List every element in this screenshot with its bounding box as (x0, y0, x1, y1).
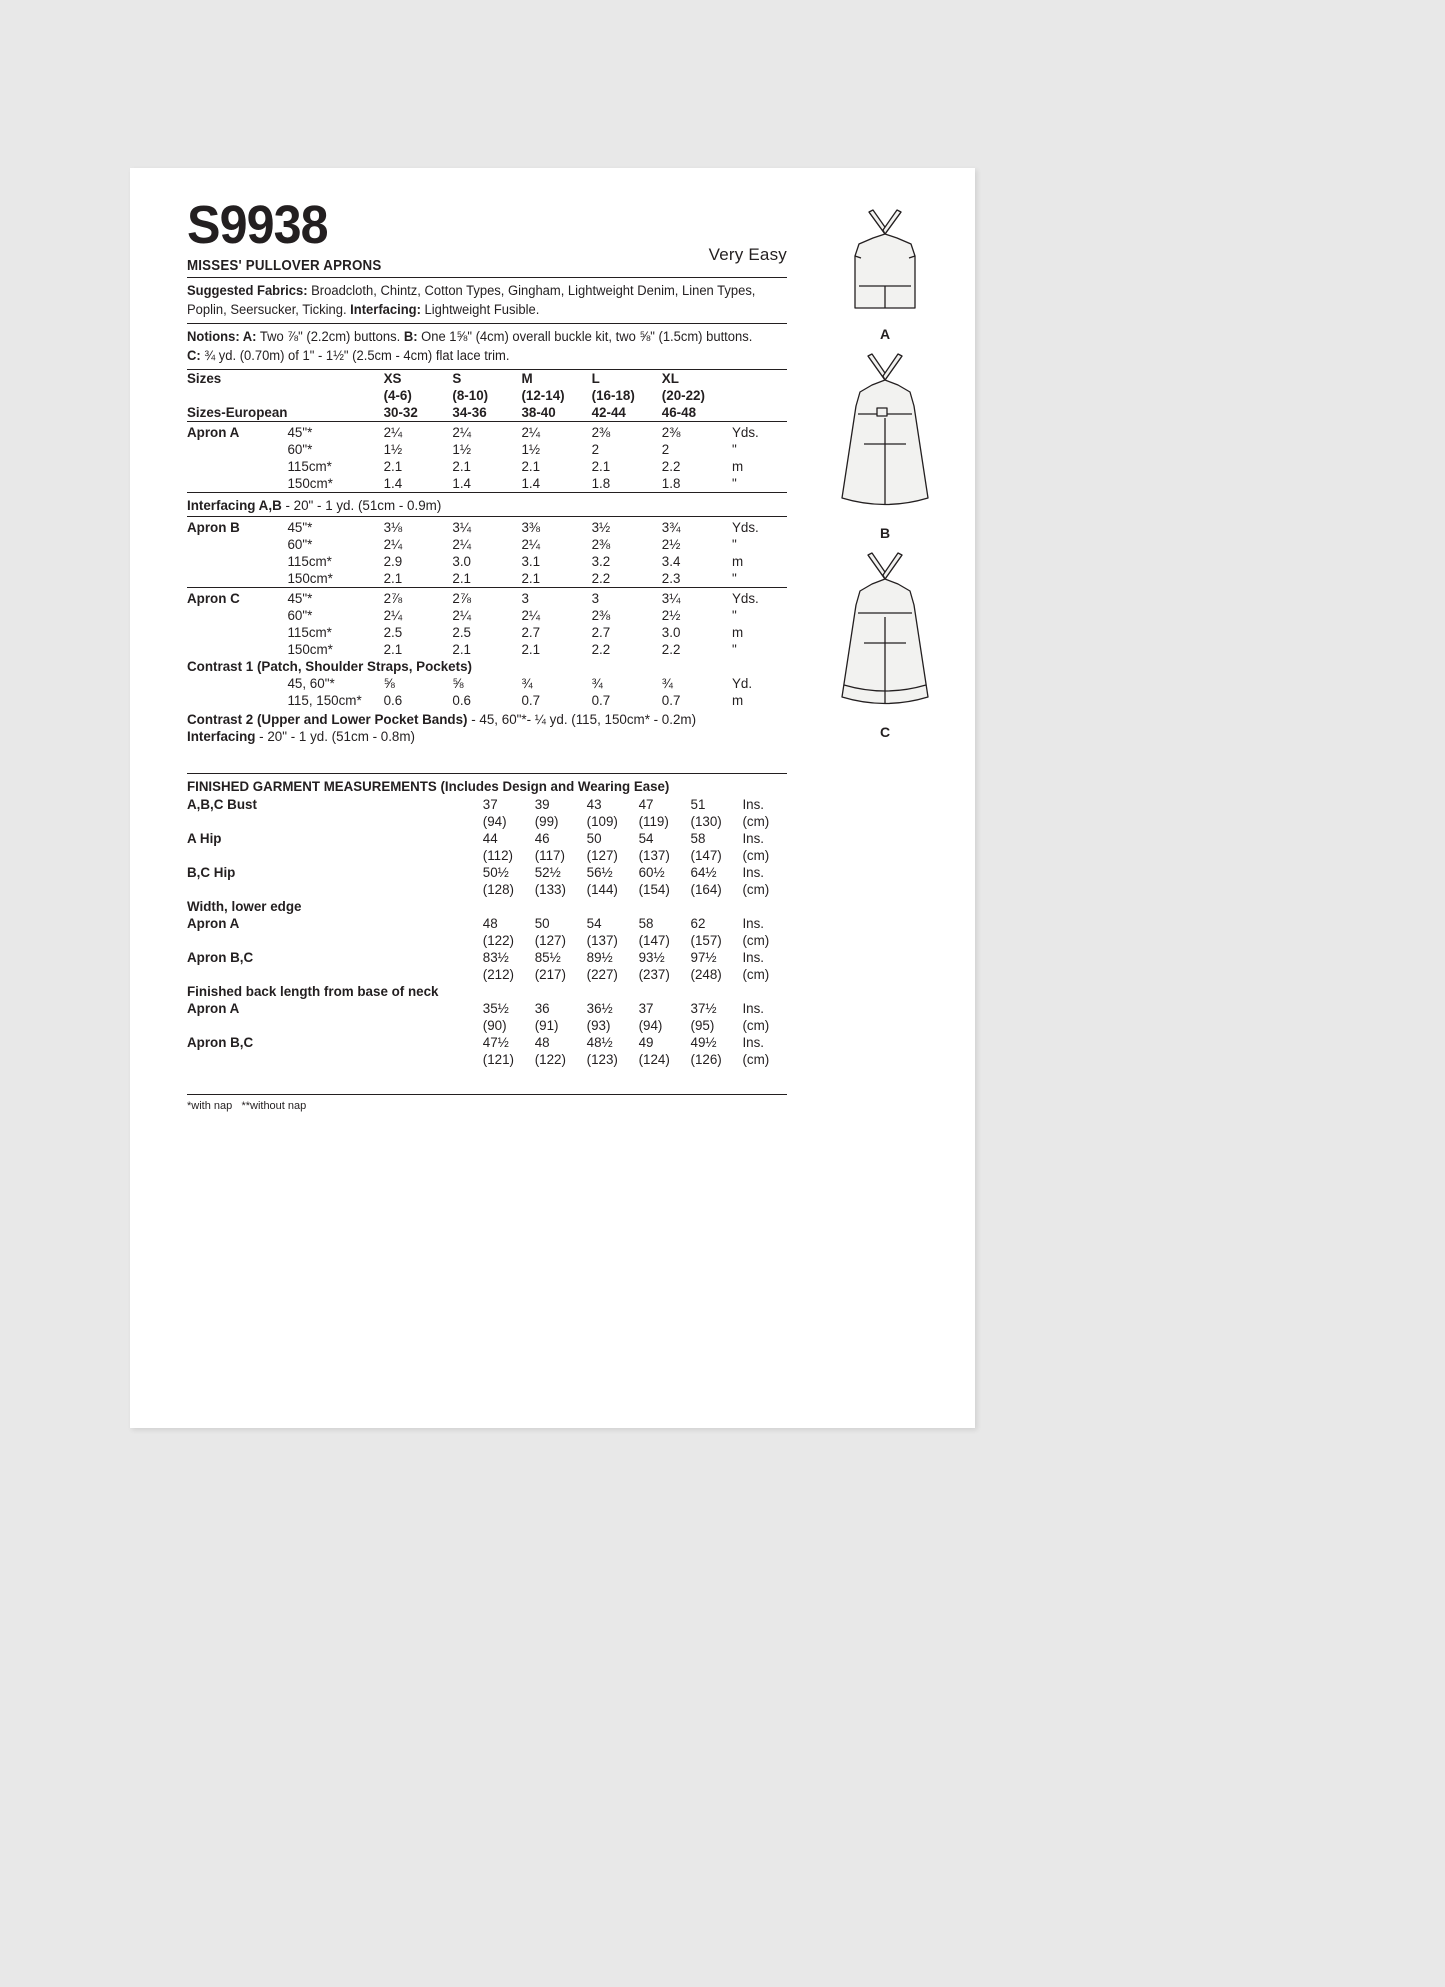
cell-value: 62 (690, 916, 706, 932)
unit-cell: Ins. (742, 865, 765, 881)
cell-value: (93) (586, 1018, 611, 1034)
footnote-with-nap: *with nap (187, 1100, 233, 1113)
illustration-apron-a (810, 204, 960, 342)
cell-value: 93½ (638, 950, 665, 966)
cell-value: 60½ (638, 865, 665, 881)
table-row (187, 1000, 787, 1017)
cell-value: 47½ (482, 1035, 509, 1051)
table-row-size-numbers (187, 387, 787, 404)
cell-value: (94) (638, 1018, 663, 1034)
cell-value: 2⅞ (383, 591, 403, 607)
sizes-row-label: Sizes (187, 371, 222, 387)
yardage-table (187, 370, 787, 747)
cell-value: 54 (638, 831, 654, 847)
cell-value: (119) (638, 814, 669, 830)
unit-cell: (cm) (742, 848, 770, 864)
cell-value: 3⅜ (521, 520, 541, 536)
illustration-apron-c (810, 547, 960, 740)
size-eu-m: 38-40 (521, 405, 556, 421)
cell-value: 2.1 (452, 459, 472, 475)
table-row (187, 519, 787, 536)
cell-value: (109) (586, 814, 618, 830)
suggested-fabrics-paragraph (187, 278, 769, 323)
fabric-width: 115cm* (287, 459, 332, 475)
cell-value: 49 (638, 1035, 654, 1051)
cell-value: 83½ (482, 950, 509, 966)
apron-b-icon (820, 348, 950, 523)
unit-cell: (cm) (742, 814, 770, 830)
cell-value: 2.3 (661, 571, 681, 587)
size-num-s: (8-10) (452, 388, 489, 404)
cell-value: 3⅛ (383, 520, 403, 536)
footnote (187, 1095, 787, 1112)
cell-value: 37½ (690, 1001, 717, 1017)
fabric-width: 115cm* (287, 625, 332, 641)
cell-value: (117) (534, 848, 565, 864)
main-content-column (187, 195, 787, 1113)
notions-b-label: B: (403, 329, 418, 345)
cell-value: 2.2 (591, 642, 611, 658)
cell-value: 2¼ (383, 425, 403, 441)
cell-value: (90) (482, 1018, 507, 1034)
table-row (187, 915, 787, 932)
fabric-width: 150cm* (287, 571, 333, 587)
table-row (187, 864, 787, 881)
section-gap (187, 747, 787, 773)
cell-value: 2½ (661, 537, 681, 553)
cell-value: 2¼ (521, 608, 541, 624)
table-row (187, 1034, 787, 1051)
cell-value: 56½ (586, 865, 613, 881)
finished-measurements-title: FINISHED GARMENT MEASUREMENTS (Includes Design and Wearing Ease) (187, 778, 670, 795)
cell-value: 2¼ (521, 537, 541, 553)
cell-value: 58 (690, 831, 706, 847)
measure-label: A Hip (187, 831, 222, 847)
cell-value: (128) (482, 882, 515, 898)
table-row (187, 847, 787, 864)
cell-value: (227) (586, 967, 618, 983)
apron-a-icon (825, 204, 945, 324)
table-row (187, 570, 787, 588)
unit-cell: Ins. (742, 950, 765, 966)
cell-value: (237) (638, 967, 670, 983)
table-row (187, 675, 787, 692)
pattern-envelope-page (130, 168, 975, 1428)
cell-value: 2¼ (452, 537, 472, 553)
illustration-label-c: C (879, 724, 891, 740)
cell-value: 3 (521, 591, 529, 607)
cell-value: 2.1 (521, 571, 541, 587)
cell-value: (127) (534, 933, 566, 949)
cell-value: 2¼ (452, 425, 472, 441)
cell-value: 2⅜ (591, 608, 611, 624)
cell-value: 3½ (591, 520, 611, 536)
cell-value: 39 (534, 797, 550, 813)
table-row-interfacing-ab (187, 495, 787, 517)
cell-value: (157) (690, 933, 722, 949)
table-row (187, 458, 787, 475)
table-row-interfacing (187, 728, 787, 747)
finished-measurements-table (187, 796, 787, 1068)
cell-value: (95) (690, 1018, 715, 1034)
cell-value: 2.1 (383, 459, 403, 475)
cell-value: 2.1 (452, 571, 472, 587)
cell-value: 2¼ (383, 537, 403, 553)
cell-value: 2½ (661, 608, 681, 624)
fabric-width: 150cm* (287, 642, 333, 658)
cell-value: 52½ (534, 865, 561, 881)
cell-value: 0.6 (383, 693, 403, 709)
unit-cell: Yds. (731, 520, 759, 536)
unit-cell: Ins. (742, 797, 765, 813)
unit-cell: " (731, 608, 737, 624)
measure-label: Apron B,C (187, 950, 254, 966)
unit-cell: Yds. (731, 425, 759, 441)
table-row (187, 966, 787, 983)
cell-value: 36½ (586, 1001, 613, 1017)
unit-cell: m (731, 625, 744, 641)
notions-b-text: One 1⅝" (4cm) overall buckle kit, two ⅝" (1.5cm) buttons. (417, 329, 753, 345)
size-code-xl: XL (661, 371, 679, 387)
table-row (187, 441, 787, 458)
difficulty-badge: Very Easy (708, 245, 787, 264)
suggested-fabrics-label: Suggested Fabrics: (187, 283, 308, 298)
cell-value: 2.5 (383, 625, 403, 641)
cell-value: 2⅞ (452, 591, 472, 607)
table-row (187, 424, 787, 441)
interfacing-c-label: Interfacing (187, 729, 256, 745)
cell-value: 1.8 (591, 476, 611, 492)
cell-value: 2⅜ (661, 425, 681, 441)
cell-value: (212) (482, 967, 515, 983)
table-row (187, 830, 787, 847)
cell-value: 2.1 (383, 642, 403, 658)
cell-value: (124) (638, 1052, 670, 1068)
interfacing-ab-text: - 20" - 1 yd. (51cm - 0.9m) (281, 498, 442, 514)
cell-value: 85½ (534, 950, 561, 966)
cell-value: 2.5 (452, 625, 472, 641)
cell-value: 1½ (383, 442, 403, 458)
cell-value: 2.7 (521, 625, 541, 641)
cell-value: 51 (690, 797, 706, 813)
footnote-without-nap: **without nap (241, 1100, 307, 1113)
cell-value: 2⅜ (591, 425, 611, 441)
cell-value: 35½ (482, 1001, 509, 1017)
cell-value: 2¼ (452, 608, 472, 624)
cell-value: 2.1 (521, 642, 541, 658)
cell-value: 2 (591, 442, 600, 458)
contrast2-label: Contrast 2 (Upper and Lower Pocket Bands) (187, 712, 468, 728)
unit-cell: " (731, 442, 737, 458)
table-row-contrast2 (187, 709, 787, 728)
cell-value: (94) (482, 814, 507, 830)
cell-value: 3.2 (591, 554, 611, 570)
unit-cell: m (731, 693, 744, 709)
cell-value: (154) (638, 882, 670, 898)
cell-value: (147) (690, 848, 722, 864)
apron-b-label: Apron B (187, 520, 240, 536)
unit-cell: (cm) (742, 1018, 770, 1034)
unit-cell: " (731, 476, 737, 492)
table-row (187, 796, 787, 813)
table-row (187, 949, 787, 966)
cell-value: 58 (638, 916, 654, 932)
table-row (187, 641, 787, 658)
cell-value: 2 (661, 442, 670, 458)
interfacing-text: Lightweight Fusible. (420, 302, 540, 318)
size-eu-xl: 46-48 (661, 405, 697, 421)
table-row (187, 607, 787, 624)
cell-value: 37 (482, 797, 498, 813)
table-row (187, 553, 787, 570)
unit-cell: m (731, 459, 744, 475)
fabric-width: 60"* (287, 608, 313, 624)
measure-label: Apron A (187, 1001, 240, 1017)
cell-value: 49½ (690, 1035, 717, 1051)
unit-cell: Ins. (742, 1001, 765, 1017)
unit-cell: Ins. (742, 831, 765, 847)
back-length-heading: Finished back length from base of neck (187, 984, 439, 1000)
size-num-xs: (4-6) (383, 388, 412, 404)
cell-value: 44 (482, 831, 498, 847)
unit-cell: " (731, 571, 737, 587)
cell-value: 54 (586, 916, 602, 932)
cell-value: 2.9 (383, 554, 403, 570)
unit-cell: Ins. (742, 916, 765, 932)
notions-c-text: ¾ yd. (0.70m) of 1" - 1½" (2.5cm - 4cm) flat lace trim. (200, 348, 510, 364)
cell-value: 1.8 (661, 476, 681, 492)
table-row (187, 590, 787, 607)
cell-value: 64½ (690, 865, 717, 881)
size-code-l: L (591, 371, 600, 387)
cell-value: 3.4 (661, 554, 681, 570)
cell-value: 1.4 (452, 476, 472, 492)
cell-value: (122) (534, 1052, 566, 1068)
cell-value: 3.1 (521, 554, 541, 570)
cell-value: 47 (638, 797, 654, 813)
cell-value: ¾ (521, 676, 533, 692)
cell-value: 2.1 (452, 642, 472, 658)
cell-value: 2.1 (383, 571, 403, 587)
size-num-m: (12-14) (521, 388, 565, 404)
size-eu-s: 34-36 (452, 405, 487, 421)
cell-value: (121) (482, 1052, 515, 1068)
measure-label: Apron B,C (187, 1035, 254, 1051)
size-code-s: S (452, 371, 462, 387)
cell-value: (112) (482, 848, 514, 864)
table-row (187, 624, 787, 641)
cell-value: (126) (690, 1052, 722, 1068)
contrast2-text: - 45, 60"*- ¼ yd. (115, 150cm* - 0.2m) (467, 712, 697, 728)
cell-value: 50½ (482, 865, 509, 881)
apron-a-label: Apron A (187, 425, 240, 441)
cell-value: ¾ (661, 676, 673, 692)
cell-value: (99) (534, 814, 559, 830)
cell-value: (123) (586, 1052, 618, 1068)
fabric-width: 45, 60"* (287, 676, 335, 692)
notions-paragraph (187, 324, 769, 369)
unit-cell: (cm) (742, 1052, 770, 1068)
cell-value: 0.6 (452, 693, 472, 709)
suggested-fabrics-text: Broadcloth, Chintz, Cotton Types, Gingham, Lightweight Denim, Linen Types, Poplin, Seersucker, Ticking. (187, 283, 756, 318)
page-title: S9938 (187, 195, 328, 255)
cell-value: 2¼ (383, 608, 403, 624)
interfacing-label: Interfacing: (350, 302, 421, 318)
cell-value: 50 (586, 831, 602, 847)
cell-value: 2.1 (521, 459, 541, 475)
apron-c-label: Apron C (187, 591, 240, 607)
cell-value: 0.7 (661, 693, 681, 709)
unit-cell: m (731, 554, 744, 570)
unit-cell: Ins. (742, 1035, 765, 1051)
illustration-apron-b (810, 348, 960, 541)
section-gap (187, 1068, 787, 1094)
cell-value: 3.0 (661, 625, 681, 641)
fabric-width: 150cm* (287, 476, 333, 492)
width-lower-edge-heading: Width, lower edge (187, 899, 302, 915)
cell-value: 2.7 (591, 625, 611, 641)
cell-value: 1.4 (383, 476, 403, 492)
cell-value: (91) (534, 1018, 559, 1034)
cell-value: (130) (690, 814, 722, 830)
illustrations-column (810, 204, 960, 746)
cell-value: 89½ (586, 950, 613, 966)
cell-value: 48 (534, 1035, 550, 1051)
table-row (187, 1017, 787, 1034)
cell-value: 3.0 (452, 554, 472, 570)
fabric-width: 60"* (287, 442, 313, 458)
cell-value: (147) (638, 933, 670, 949)
cell-value: 3¼ (661, 591, 681, 607)
table-row (187, 932, 787, 949)
table-row-width-heading (187, 898, 787, 915)
unit-cell: " (731, 642, 737, 658)
unit-cell: " (731, 537, 737, 553)
fabric-width: 60"* (287, 537, 313, 553)
cell-value: (248) (690, 967, 722, 983)
cell-value: (137) (586, 933, 618, 949)
cell-value: ⅝ (452, 676, 464, 692)
interfacing-c-text: - 20" - 1 yd. (51cm - 0.8m) (255, 729, 415, 745)
size-num-xl: (20-22) (661, 388, 705, 404)
cell-value: (164) (690, 882, 722, 898)
cell-value: 36 (534, 1001, 550, 1017)
cell-value: 50 (534, 916, 550, 932)
cell-value: (127) (586, 848, 618, 864)
unit-cell: Yd. (731, 676, 753, 692)
cell-value: 2⅜ (591, 537, 611, 553)
fabric-width: 45"* (287, 591, 313, 607)
table-row (187, 813, 787, 830)
unit-cell: (cm) (742, 882, 770, 898)
cell-value: (137) (638, 848, 670, 864)
unit-cell: (cm) (742, 967, 770, 983)
cell-value: 2.2 (661, 642, 681, 658)
table-row (187, 536, 787, 553)
notions-a-text: Two ⅞" (2.2cm) buttons. (256, 329, 404, 345)
measure-label: A,B,C Bust (187, 797, 257, 813)
size-eu-l: 42-44 (591, 405, 626, 421)
cell-value: (133) (534, 882, 566, 898)
interfacing-ab-label: Interfacing A,B (187, 498, 282, 514)
cell-value: 0.7 (521, 693, 541, 709)
measure-label: Apron A (187, 916, 240, 932)
size-code-xs: XS (383, 371, 402, 387)
cell-value: 1½ (452, 442, 472, 458)
cell-value: 3¼ (452, 520, 472, 536)
cell-value: (144) (586, 882, 618, 898)
size-eu-xs: 30-32 (383, 405, 418, 421)
garment-title: MISSES' PULLOVER APRONS (187, 258, 382, 274)
table-row-sizes-european (187, 404, 787, 422)
fabric-width: 45"* (287, 425, 313, 441)
cell-value: 97½ (690, 950, 717, 966)
cell-value: 1½ (521, 442, 541, 458)
size-num-l: (16-18) (591, 388, 635, 404)
cell-value: ¾ (591, 676, 603, 692)
table-row-contrast1-heading (187, 658, 787, 675)
cell-value: 2.2 (661, 459, 681, 475)
notions-a-label: A: (239, 329, 257, 345)
cell-value: 3¾ (661, 520, 681, 536)
fabric-width: 45"* (287, 520, 313, 536)
cell-value: 46 (534, 831, 550, 847)
table-row (187, 475, 787, 493)
cell-value: 2¼ (521, 425, 541, 441)
table-row (187, 1051, 787, 1068)
cell-value: 3 (591, 591, 600, 607)
fabric-width: 115, 150cm* (287, 693, 362, 709)
cell-value: (122) (482, 933, 515, 949)
measure-label: B,C Hip (187, 865, 236, 881)
cell-value: 48½ (586, 1035, 613, 1051)
cell-value: (217) (534, 967, 566, 983)
table-row (187, 881, 787, 898)
size-code-m: M (521, 371, 533, 387)
sizes-european-label: Sizes-European (187, 405, 288, 421)
cell-value: 0.7 (591, 693, 611, 709)
notions-label: Notions: (187, 329, 240, 345)
table-row (187, 692, 787, 709)
cell-value: 37 (638, 1001, 654, 1017)
illustration-label-a: A (879, 326, 891, 342)
illustration-label-b: B (879, 525, 891, 541)
fabric-width: 115cm* (287, 554, 332, 570)
cell-value: 48 (482, 916, 498, 932)
cell-value: 1.4 (521, 476, 541, 492)
cell-value: ⅝ (383, 676, 395, 692)
apron-c-icon (820, 547, 950, 722)
cell-value: 2.1 (591, 459, 611, 475)
cell-value: 43 (586, 797, 602, 813)
cell-value: 2.2 (591, 571, 611, 587)
unit-cell: (cm) (742, 933, 770, 949)
contrast1-heading: Contrast 1 (Patch, Shoulder Straps, Pockets) (187, 659, 472, 675)
unit-cell: Yds. (731, 591, 759, 607)
notions-c-label: C: (187, 348, 201, 364)
table-row-back-length-heading (187, 983, 787, 1000)
table-row-sizes (187, 370, 787, 387)
